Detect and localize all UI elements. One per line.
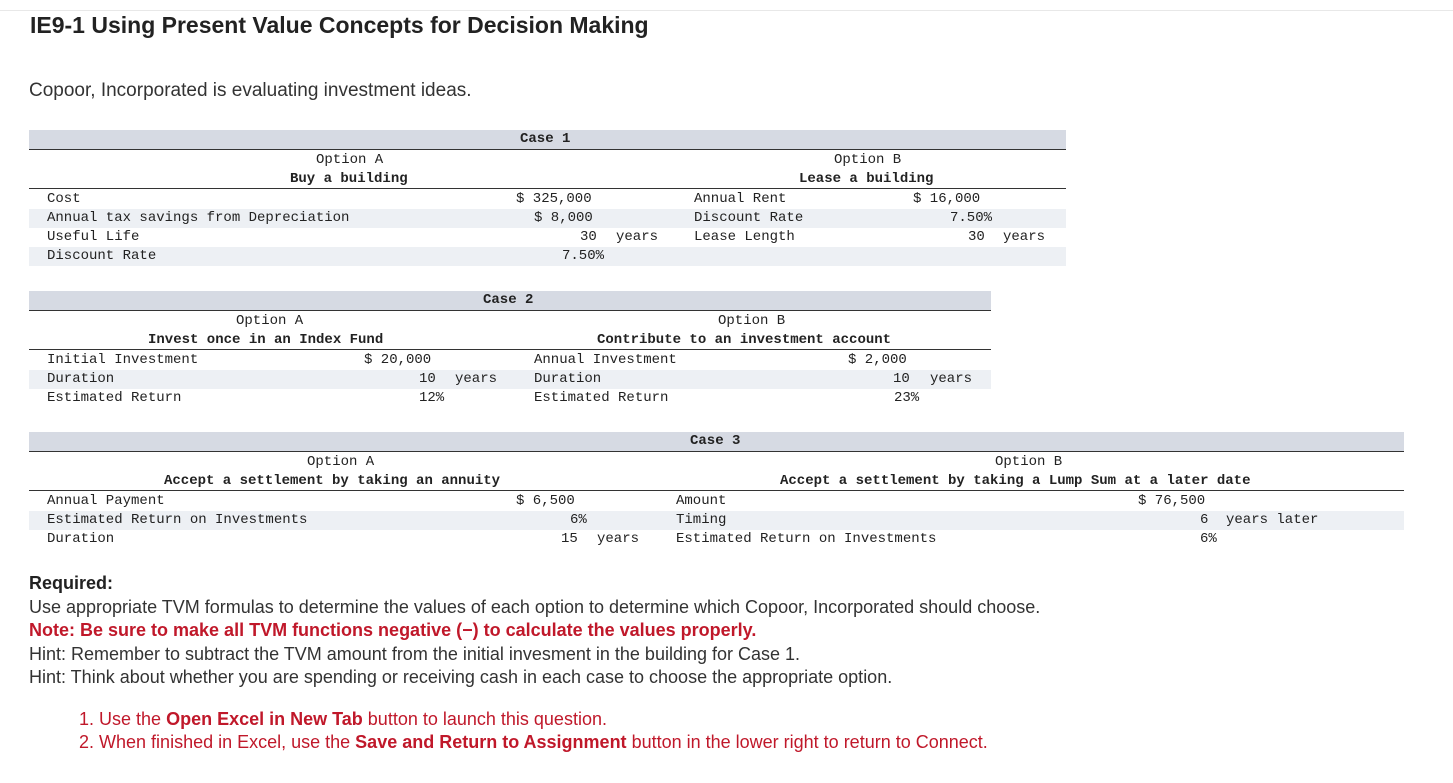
case3-b-row3-label: Estimated Return on Investments: [676, 531, 937, 547]
case2-a-row3-label: Estimated Return: [47, 390, 182, 406]
case2-b-row2-unit: years: [930, 371, 973, 387]
case1-a-row3-unit: years: [616, 229, 659, 245]
case3-b-row2-unit: years later: [1226, 512, 1319, 528]
step-text-post: button in the lower right to return to Connect.: [626, 732, 988, 752]
case1-b-row3-value: 30: [968, 229, 985, 245]
required-note: Note: Be sure to make all TVM functions negative (−) to calculate the values properly.: [29, 620, 757, 640]
case2-option-b-label: Option B: [718, 313, 786, 329]
case2-b-row1-value: $ 2,000: [848, 352, 907, 368]
case3-option-b-subtitle: Accept a settlement by taking a Lump Sum at a later date: [780, 473, 1251, 489]
case2-a-row3-value: 12%: [419, 390, 445, 406]
required-label: Required:: [29, 573, 114, 593]
case2-subheader-rule: [29, 349, 991, 350]
case3-b-row2-value: 6: [1200, 512, 1209, 528]
case2-table: [29, 291, 991, 409]
case1-b-row2-label: Discount Rate: [694, 210, 804, 226]
case3-heading: Case 3: [690, 433, 741, 449]
intro-text: Copoor, Incorporated is evaluating investment ideas.: [29, 80, 472, 101]
case2-option-a-subtitle: Invest once in an Index Fund: [148, 332, 384, 348]
case1-option-b-label: Option B: [834, 152, 902, 168]
case3-a-row1-value: $ 6,500: [516, 493, 575, 509]
case1-a-row3-label: Useful Life: [47, 229, 140, 245]
case3-a-row3-unit: years: [597, 531, 640, 547]
required-section: [29, 572, 1040, 690]
case1-heading: Case 1: [520, 131, 571, 147]
save-return-reference: Save and Return to Assignment: [355, 732, 627, 752]
case2-heading: Case 2: [483, 292, 534, 308]
step-text-pre: Use the: [99, 709, 167, 729]
case2-b-row2-label: Duration: [534, 371, 602, 387]
step-item: [79, 731, 988, 754]
case3-a-row1-label: Annual Payment: [47, 493, 165, 509]
page-title: IE9-1 Using Present Value Concepts for Decision Making: [30, 12, 649, 38]
case1-a-row4-value: 7.50%: [562, 248, 605, 264]
open-excel-reference: Open Excel in New Tab: [166, 709, 363, 729]
case3-option-a-subtitle: Accept a settlement by taking an annuity: [164, 473, 501, 489]
case2-a-row1-label: Initial Investment: [47, 352, 199, 368]
case2-option-a-label: Option A: [236, 313, 304, 329]
case1-b-row1-label: Annual Rent: [694, 191, 787, 207]
hint-cash-direction: Hint: Think about whether you are spending or receiving cash in each case to choose the appropriate option.: [29, 667, 893, 687]
case3-a-row3-label: Duration: [47, 531, 115, 547]
case2-option-b-subtitle: Contribute to an investment account: [597, 332, 892, 348]
top-divider: [0, 10, 1453, 11]
case2-a-row2-label: Duration: [47, 371, 115, 387]
case2-band-row2: [29, 370, 991, 389]
case1-a-row2-value: $ 8,000: [534, 210, 593, 226]
case1-option-a-label: Option A: [316, 152, 384, 168]
case3-table: [29, 432, 1404, 550]
case2-a-row2-value: 10: [419, 371, 436, 387]
case3-option-b-label: Option B: [995, 454, 1063, 470]
case1-band-row4: [29, 247, 1066, 266]
case2-b-row3-label: Estimated Return: [534, 390, 669, 406]
case3-option-a-label: Option A: [307, 454, 375, 470]
instruction-steps: [79, 708, 988, 754]
case1-a-row1-value: $ 325,000: [516, 191, 592, 207]
case3-a-row3-value: 15: [561, 531, 578, 547]
case3-a-row2-value: 6%: [570, 512, 587, 528]
case1-b-row3-unit: years: [1003, 229, 1046, 245]
case2-b-row2-value: 10: [893, 371, 910, 387]
case1-table: [29, 130, 1066, 266]
case3-b-row1-value: $ 76,500: [1138, 493, 1206, 509]
required-instruction: Use appropriate TVM formulas to determine the values of each option to determine which Copoor, Incorporated should choose.: [29, 596, 1041, 617]
case1-b-row1-value: $ 16,000: [913, 191, 981, 207]
step-number: 2.: [79, 732, 95, 752]
case1-b-row2-value: 7.50%: [950, 210, 993, 226]
case2-b-row1-label: Annual Investment: [534, 352, 677, 368]
case3-b-row1-label: Amount: [676, 493, 727, 509]
case1-option-b-subtitle: Lease a building: [799, 171, 934, 187]
case3-b-row3-value: 6%: [1200, 531, 1217, 547]
hint-case1: Hint: Remember to subtract the TVM amount from the initial invesment in the building for Case 1.: [29, 643, 801, 664]
case2-a-row1-value: $ 20,000: [364, 352, 432, 368]
case1-option-a-subtitle: Buy a building: [290, 171, 408, 187]
step-number: 1.: [79, 709, 95, 729]
case3-subheader-rule: [29, 490, 1404, 491]
step-text-pre: When finished in Excel, use the: [99, 732, 356, 752]
step-item: [79, 708, 988, 731]
case1-a-row1-label: Cost: [47, 191, 81, 207]
case1-subheader-rule: [29, 188, 1066, 189]
case1-a-row3-value: 30: [580, 229, 597, 245]
case1-b-row3-label: Lease Length: [694, 229, 795, 245]
case1-a-row2-label: Annual tax savings from Depreciation: [47, 210, 350, 226]
case2-b-row3-value: 23%: [894, 390, 920, 406]
case2-a-row2-unit: years: [455, 371, 498, 387]
case1-a-row4-label: Discount Rate: [47, 248, 157, 264]
case3-a-row2-label: Estimated Return on Investments: [47, 512, 308, 528]
step-text-post: button to launch this question.: [362, 709, 607, 729]
case3-b-row2-label: Timing: [676, 512, 727, 528]
